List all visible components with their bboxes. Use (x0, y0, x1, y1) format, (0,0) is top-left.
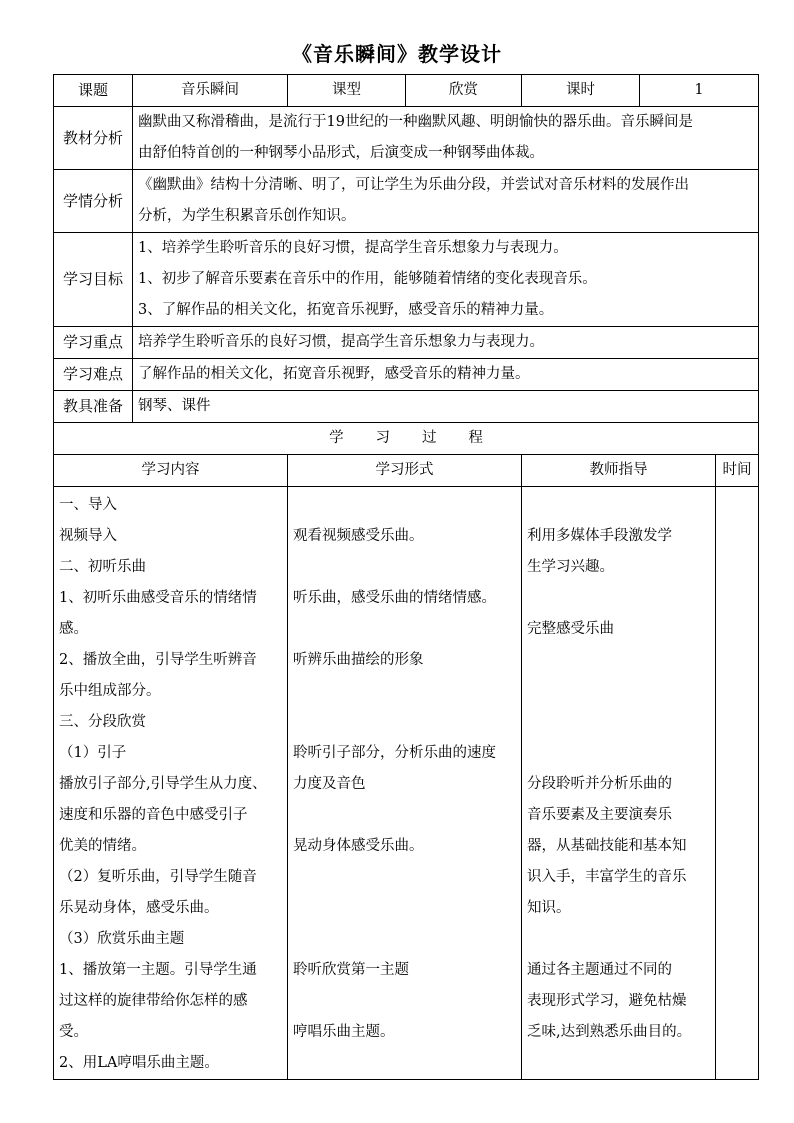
form-line: 聆听欣赏第一主题 (293, 962, 409, 978)
col-header-content: 学习内容 (54, 455, 288, 487)
form-line (293, 893, 516, 924)
form-line (293, 800, 516, 831)
form-line (293, 1048, 516, 1079)
teacher-line: 音乐要素及主要演奏乐 (527, 807, 672, 823)
hours-value: 1 (640, 75, 759, 107)
content-line: 优美的情绪。 (59, 838, 146, 854)
type-label: 课型 (288, 75, 406, 107)
content-line: 乐中组成部分。 (59, 683, 161, 699)
teacher-line: 利用多媒体手段激发学 (527, 528, 672, 544)
students-analysis (133, 170, 759, 233)
col-header-form: 学习形式 (288, 455, 522, 487)
content-line: 2、用LA哼唱乐曲主题。 (59, 1055, 219, 1071)
form-line (293, 707, 516, 738)
form-line (293, 924, 516, 955)
process-teacher-cell (522, 487, 716, 1080)
difficulty-label: 学习难点 (54, 359, 133, 391)
students-line: 《幽默曲》结构十分清晰、明了，可让学生为乐曲分段，并尝试对音乐材料的发展作出 (138, 177, 689, 193)
process-form-cell (288, 487, 522, 1080)
content-line: 1、初听乐曲感受音乐的情绪情 (59, 590, 257, 606)
form-line: 听乐曲，感受乐曲的情绪情感。 (293, 590, 496, 606)
type-value: 欣赏 (406, 75, 522, 107)
content-line: （2）复听乐曲，引导学生随音 (59, 869, 257, 885)
form-line (293, 986, 516, 1017)
content-line: 乐晃动身体，感受乐曲。 (59, 900, 219, 916)
content-line: 一、导入 (59, 497, 117, 513)
teacher-line (527, 583, 710, 614)
teacher-line (527, 738, 710, 769)
form-line (293, 614, 516, 645)
tools-label: 教具准备 (54, 391, 133, 423)
content-line: 播放引子部分,引导学生从力度、 (59, 776, 267, 792)
course-value: 音乐瞬间 (133, 75, 288, 107)
teacher-line: 完整感受乐曲 (527, 621, 614, 637)
focus-label: 学习重点 (54, 327, 133, 359)
teacher-line: 器，从基础技能和基本知 (527, 838, 687, 854)
form-line: 力度及音色 (293, 776, 366, 792)
teaching-tools: 钢琴、课件 (133, 391, 759, 423)
content-line: （3）欣赏乐曲主题 (59, 931, 185, 947)
teacher-line: 通过各主题通过不同的 (527, 962, 672, 978)
teacher-line (527, 1048, 710, 1079)
learning-goals (133, 233, 759, 327)
teacher-line: 识入手，丰富学生的音乐 (527, 869, 687, 885)
content-line: 过这样的旋律带给你怎样的感 (59, 993, 248, 1009)
form-line: 听辨乐曲描绘的形象 (293, 652, 424, 668)
form-line (293, 862, 516, 893)
goal-line: 3、了解作品的相关文化，拓宽音乐视野，感受音乐的精神力量。 (138, 302, 554, 318)
content-line: 1、播放第一主题。引导学生通 (59, 962, 257, 978)
teacher-line (527, 707, 710, 738)
content-line: 受。 (59, 1024, 88, 1040)
learning-difficulty: 了解作品的相关文化，拓宽音乐视野，感受音乐的精神力量。 (133, 359, 759, 391)
content-line: 速度和乐器的音色中感受引子 (59, 807, 248, 823)
form-line: 聆听引子部分，分析乐曲的速度 (293, 745, 496, 761)
document-title: 《音乐瞬间》教学设计 (292, 42, 502, 66)
teacher-line: 知识。 (527, 900, 571, 916)
content-line: （1）引子 (59, 745, 127, 761)
teacher-line (527, 490, 710, 521)
content-line: 三、分段欣赏 (59, 714, 146, 730)
form-line: 观看视频感受乐曲。 (293, 528, 424, 544)
material-line: 幽默曲又称滑稽曲，是流行于19世纪的一种幽默风趣、明朗愉快的器乐曲。音乐瞬间是 (138, 114, 693, 130)
process-content-cell (54, 487, 288, 1080)
content-line: 感。 (59, 621, 88, 637)
material-label: 教材分析 (54, 107, 133, 170)
form-line (293, 552, 516, 583)
teacher-line: 生学习兴趣。 (527, 559, 614, 575)
teacher-line: 乏味,达到熟悉乐曲目的。 (527, 1024, 692, 1040)
goal-line: 1、初步了解音乐要素在音乐中的作用，能够随着情绪的变化表现音乐。 (138, 271, 597, 287)
teacher-line: 表现形式学习，避免枯燥 (527, 993, 687, 1009)
students-label: 学情分析 (54, 170, 133, 233)
goal-line: 1、培养学生聆听音乐的良好习惯，提高学生音乐想象力与表现力。 (138, 240, 568, 256)
goals-label: 学习目标 (54, 233, 133, 327)
students-line: 分析，为学生积累音乐创作知识。 (138, 208, 356, 224)
material-analysis (133, 107, 759, 170)
process-time-cell (716, 487, 759, 1080)
form-line (293, 676, 516, 707)
hours-label: 课时 (522, 75, 640, 107)
process-heading-text: 学习过程 (329, 430, 515, 446)
teacher-line (527, 924, 710, 955)
form-line: 晃动身体感受乐曲。 (293, 838, 424, 854)
content-line: 2、播放全曲，引导学生听辨音 (59, 652, 257, 668)
form-line (293, 490, 516, 521)
col-header-teacher: 教师指导 (522, 455, 716, 487)
teacher-line (527, 676, 710, 707)
col-header-time: 时间 (716, 455, 759, 487)
teacher-line (527, 645, 710, 676)
material-line: 由舒伯特首创的一种钢琴小品形式，后演变成一种钢琴曲体裁。 (138, 145, 544, 161)
form-line: 哼唱乐曲主题。 (293, 1024, 395, 1040)
content-line: 视频导入 (59, 528, 117, 544)
course-label: 课题 (54, 75, 133, 107)
teacher-line: 分段聆听并分析乐曲的 (527, 776, 672, 792)
process-heading (54, 423, 759, 455)
learning-focus: 培养学生聆听音乐的良好习惯，提高学生音乐想象力与表现力。 (133, 327, 759, 359)
lesson-plan-table (53, 74, 759, 1080)
content-line: 二、初听乐曲 (59, 559, 146, 575)
